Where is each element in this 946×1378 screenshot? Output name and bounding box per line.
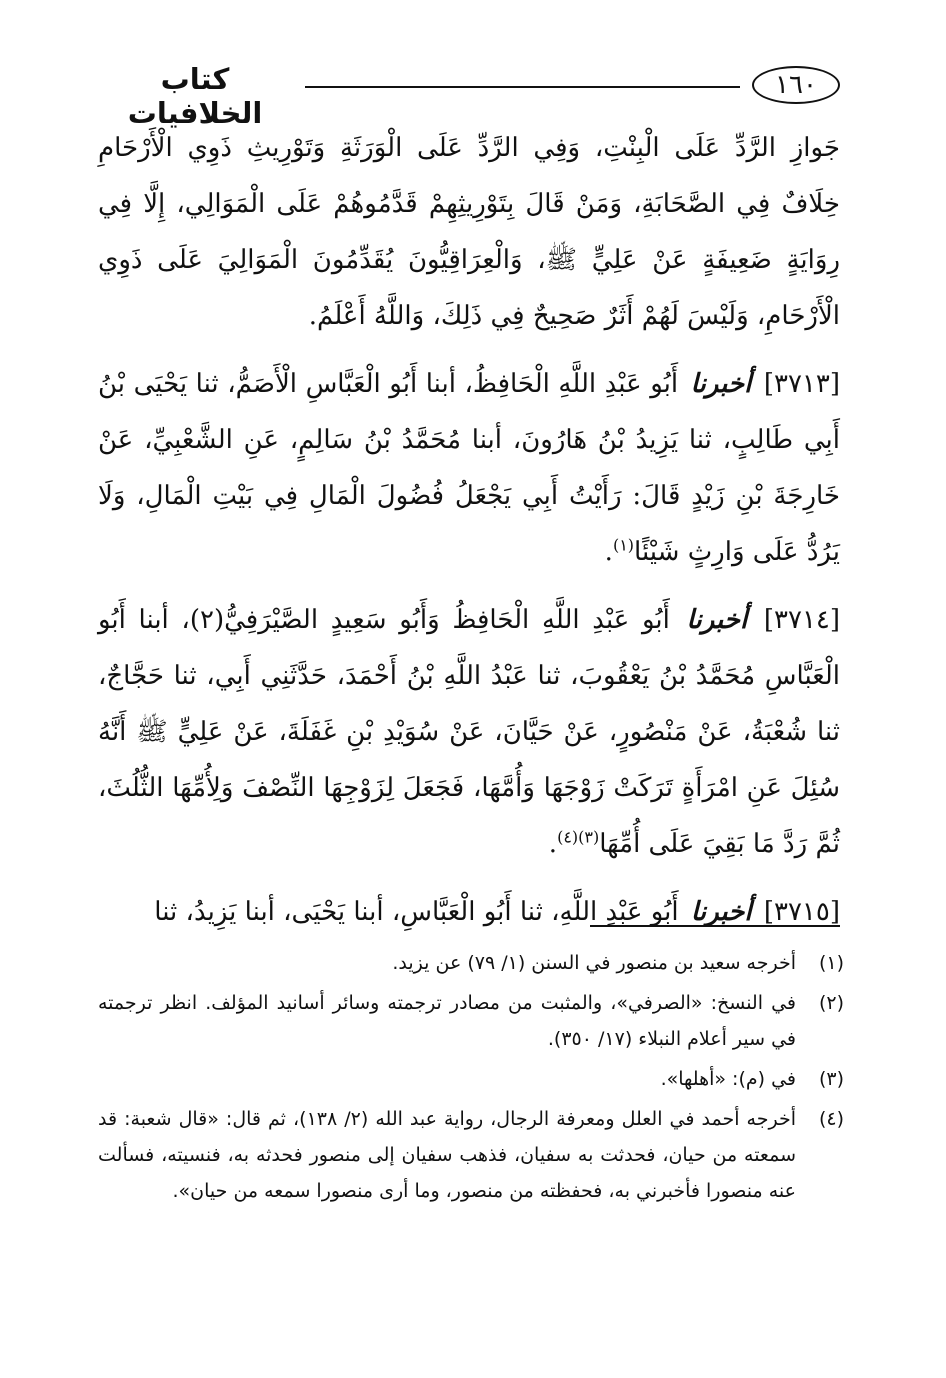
footnote-marker: (٣)(٤): [557, 827, 600, 847]
footnote: [98, 945, 844, 981]
footnote-text: أخرجه سعيد بن منصور في السنن (١/ ٧٩) عن يزيد.: [392, 952, 796, 974]
hadith-paragraph: [98, 356, 840, 580]
main-text: [98, 120, 840, 952]
footnote-separator: [590, 925, 840, 927]
paragraph-text: جَوازِ الرَّدِّ عَلَى الْبِنْتِ، وَفِي الرَّدِّ عَلَى الْوَرَثَةِ وَتَوْرِيثِ ذَوِي الْأَرْحَامِ خِلَافٌ فِي الصَّحَابَةِ، وَمَنْ قَالَ بِتَوْرِيثِهِمْ قَدَّمُوهُمْ عَلَى الْمَوَالِي، إِلَّا فِي رِوَايَةٍ ضَعِيفَةٍ عَنْ عَلِيٍّ ﷺ، وَالْعِرَاقِيُّونَ يُقَدِّمُونَ الْمَوَالِيَ عَلَى ذَوِي الْأَرْحَامِ، وَلَيْسَ لَهُمْ أَثَرٌ صَحِيحٌ فِي ذَلِكَ، وَاللَّهُ أَعْلَمُ.: [98, 133, 840, 331]
hadith-text: أَبُو عَبْدِ اللَّهِ، ثنا أَبُو الْعَبَّاسِ، أبنا يَحْيَى، أبنا يَزِيدُ، ثنا: [154, 897, 679, 927]
hadith-number: [٣٧١٣]: [763, 369, 841, 399]
footnote-number: (٢): [818, 992, 844, 1014]
hadith-text: أَبُو عَبْدِ اللَّهِ الْحَافِظُ وَأَبُو سَعِيدٍ الصَّيْرَفِيُّ(٢)، أبنا أَبُو الْعَبَّاسِ مُحَمَّدُ بْنُ يَعْقُوبَ، ثنا عَبْدُ اللَّهِ بْنُ أَحْمَدَ، حَدَّثَنِي أَبِي، ثنا حَجَّاجٌ، ثنا شُعْبَةُ، عَنْ مَنْصُورٍ، عَنْ حَيَّانَ، عَنْ سُوَيْدِ بْنِ غَفَلَةَ، عَنْ عَلِيٍّ ﷺ أَنَّهُ سُئِلَ عَنِ امْرَأَةٍ تَرَكَتْ زَوْجَهَا وَأُمَّهَا، فَجَعَلَ لِزَوْجِهَا النِّصْفَ وَلِأُمِّهَا الثُّلُثَ، ثُمَّ رَدَّ مَا بَقِيَ عَلَى أُمِّهَا: [98, 605, 840, 859]
akhbarana-label: أخبرنا: [686, 605, 748, 635]
hadith-number: [٣٧١٤]: [763, 605, 841, 635]
hadith-end: .: [604, 537, 613, 567]
footnote: [98, 985, 844, 1057]
page-header: [100, 62, 840, 130]
footnote: [98, 1061, 844, 1097]
book-title: كتاب الخلافيات: [127, 62, 263, 130]
hadith-number: [٣٧١٥]: [763, 897, 840, 927]
footnotes: [98, 945, 844, 1213]
akhbarana-label: أخبرنا: [690, 897, 752, 927]
footnote-number: (٣): [818, 1068, 844, 1090]
footnote-text: أخرجه أحمد في العلل ومعرفة الرجال، رواية عبد الله (٢/ ١٣٨)، ثم قال: «قال شعبة: قد سمعته من حيان، فحدثت به سفيان، فذهب سفيان إلى منصور فحدثه به، فنسيته، فسألت عنه منصورا فأخبرني به، فحفظته من منصور، وما أرى منصورا سمعه من حيان».: [98, 1108, 796, 1202]
hadith-end: .: [548, 829, 558, 859]
header-rule: [305, 86, 740, 88]
hadith-text: أَبُو عَبْدِ اللَّهِ الْحَافِظُ، أبنا أَبُو الْعَبَّاسِ الْأَصَمُّ، ثنا يَحْيَى بْنُ أَبِي طَالِبٍ، ثنا يَزِيدُ بْنُ هَارُونَ، أبنا مُحَمَّدُ بْنُ سَالِمٍ، عَنِ الشَّعْبِيِّ، عَنْ خَارِجَةَ بْنِ زَيْدٍ قَالَ: رَأَيْتُ أَبِي يَجْعَلُ فُضُولَ الْمَالِ فِي بَيْتِ الْمَالِ، وَلَا يَرُدُّ عَلَى وَارِثٍ شَيْئًا: [98, 369, 840, 567]
page-number: ١٦٠: [752, 66, 840, 104]
footnote-marker: (١): [612, 535, 635, 555]
hadith-paragraph: [98, 592, 840, 872]
paragraph: [98, 120, 840, 344]
footnote: [98, 1101, 844, 1209]
footnote-text: في (م): «أهلها».: [660, 1068, 796, 1090]
akhbarana-label: أخبرنا: [690, 369, 752, 399]
hadith-paragraph: [98, 884, 840, 940]
footnote-text: في النسخ: «الصرفي»، والمثبت من مصادر ترجمته وسائر أسانيد المؤلف. انظر ترجمته في سير أعلام النبلاء (١٧/ ٣٥٠).: [98, 992, 796, 1050]
footnote-number: (١): [818, 952, 844, 974]
footnote-number: (٤): [818, 1108, 844, 1130]
